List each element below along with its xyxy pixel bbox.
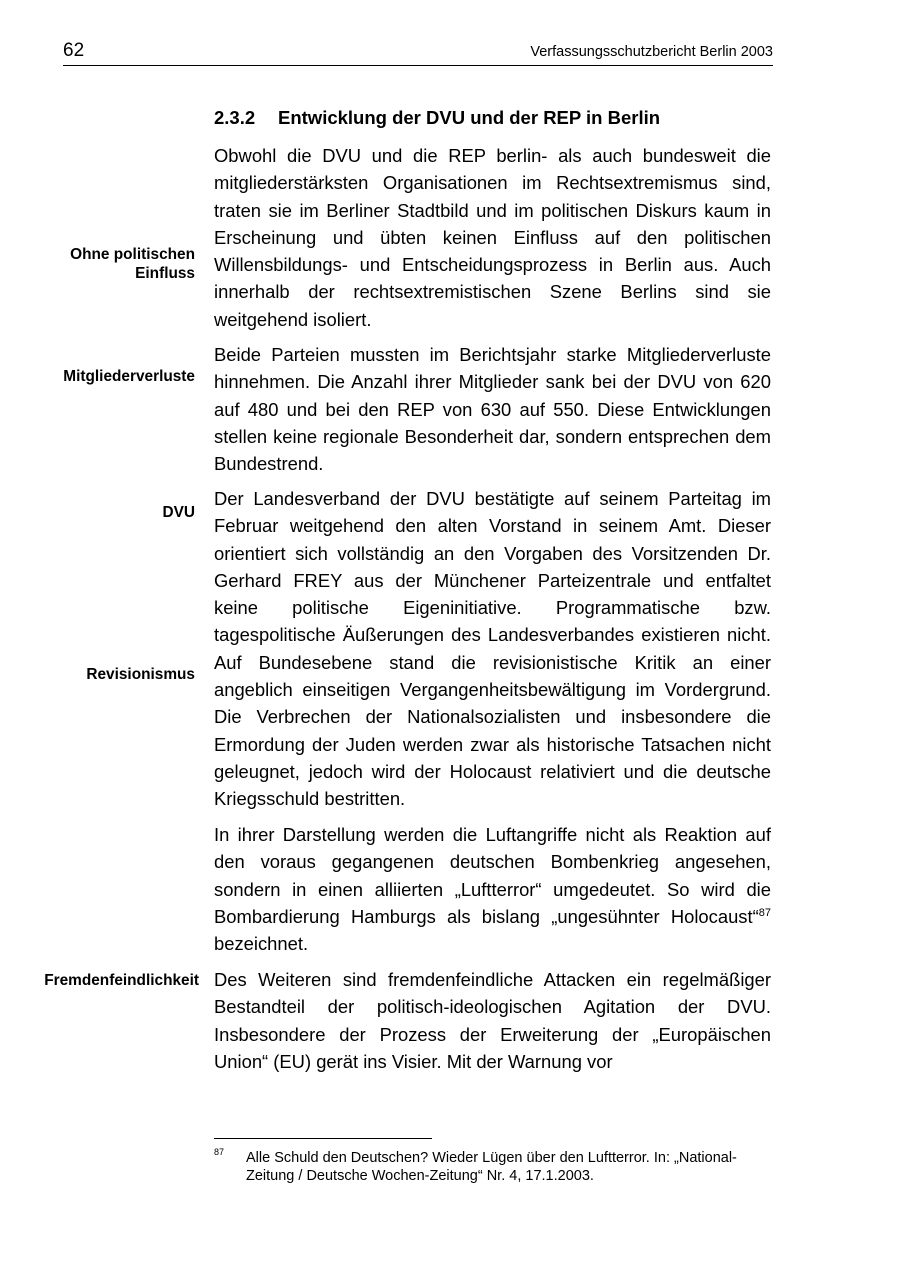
page-header [63, 40, 773, 66]
paragraph: Beide Parteien mussten im Berichtsjahr starke Mitgliederverluste hinnehmen. Die Anzahl ihrer Mitglieder sank bei der DVU von 620 auf 480 und bei den REP von 630 auf 550. Diese Entwicklungen stellen keine regionale Besonderheit dar, sondern entsprechen dem Bundestrend. [214, 344, 771, 475]
marginal-note-mitgliederverluste: Mitgliederverluste [63, 368, 195, 385]
page-number: 62 [63, 40, 85, 61]
paragraph: Des Weiteren sind fremdenfeindliche Attacken ein regelmäßiger Bestandteil der politisch-ideologischen Agitation der DVU. Insbesondere der Prozess der Erweiterung der „Europäischen Union“ (EU) gerät ins Visier. Mit der Warnung vor [214, 969, 771, 1072]
footnote-reference[interactable]: 87 [758, 906, 771, 919]
running-title: Verfassungsschutzbericht Berlin 2003 [530, 44, 773, 60]
paragraph: Der Landesverband der DVU bestätigte auf seinem Parteitag im Februar weitgehend den alten Vorstand in seinem Amt. Dieser orientiert sich vollständig an den Vorgaben des Vorsitzenden Dr. Gerhard FREY aus der Münchener Parteizentrale und entfaltet keine politische Eigeninitiative. Programmatische bzw. tagespolitische Äußerungen des Landesverbandes existieren nicht. Auf Bundesebene stand die revisionistische Kritik an einer angeblich einseitigen Vergangenheitsbewältigung im Vordergrund. Die Verbrechen der Nationalsozialisten und insbesondere die Ermordung der Juden werden zwar als historische Tatsachen nicht geleugnet, jedoch wird der Holocaust relativiert und die deutsche Kriegsschuld bestritten. [214, 488, 771, 810]
footnote-text: Alle Schuld den Deutschen? Wieder Lügen über den Luftterror. In: „National-Zeitung / Deutsche Wochen-Zeitung“ Nr. 4, 17.1.2003. [246, 1150, 737, 1184]
section-heading [214, 106, 774, 130]
section-number: 2.3.2 [214, 107, 256, 128]
marginal-note-fremdenfeindlichkeit: Fremdenfeindlichkeit [44, 972, 199, 989]
section-title: Entwicklung der DVU und der REP in Berlin [278, 107, 661, 128]
footnote-number: 87 [214, 1147, 225, 1157]
marginal-note-dvu: DVU [162, 504, 195, 521]
paragraph: Obwohl die DVU und die REP berlin- als auch bundesweit die mitgliederstärksten Organisationen im Rechtsextremismus sind, traten sie im Berliner Stadtbild und im politischen Diskurs kaum in Erscheinung und übten keinen Einfluss auf den politischen Willensbildungs- und Entscheidungsprozess in Berlin aus. Auch innerhalb der rechtsextremistischen Szene Berlins sind sie weitgehend isoliert. [214, 145, 771, 330]
footnote [214, 1149, 771, 1185]
paragraph-text: In ihrer Darstellung werden die Luftangriffe nicht als Reaktion auf den voraus gegangenen deutschen Bombenkrieg angesehen, sondern in einen alliierten „Luftterror“ umgedeutet. So wird die Bombardierung Hamburgs als bislang „ungesühnter Holocaust“ [214, 824, 771, 927]
paragraph [214, 821, 771, 957]
marginal-note-revisionismus: Revisionismus [86, 666, 195, 683]
paragraph-text-tail: bezeichnet. [214, 933, 309, 955]
footnote-divider [214, 1138, 432, 1139]
marginal-note-einfluss: Ohne politischen Einfluss [70, 246, 195, 282]
